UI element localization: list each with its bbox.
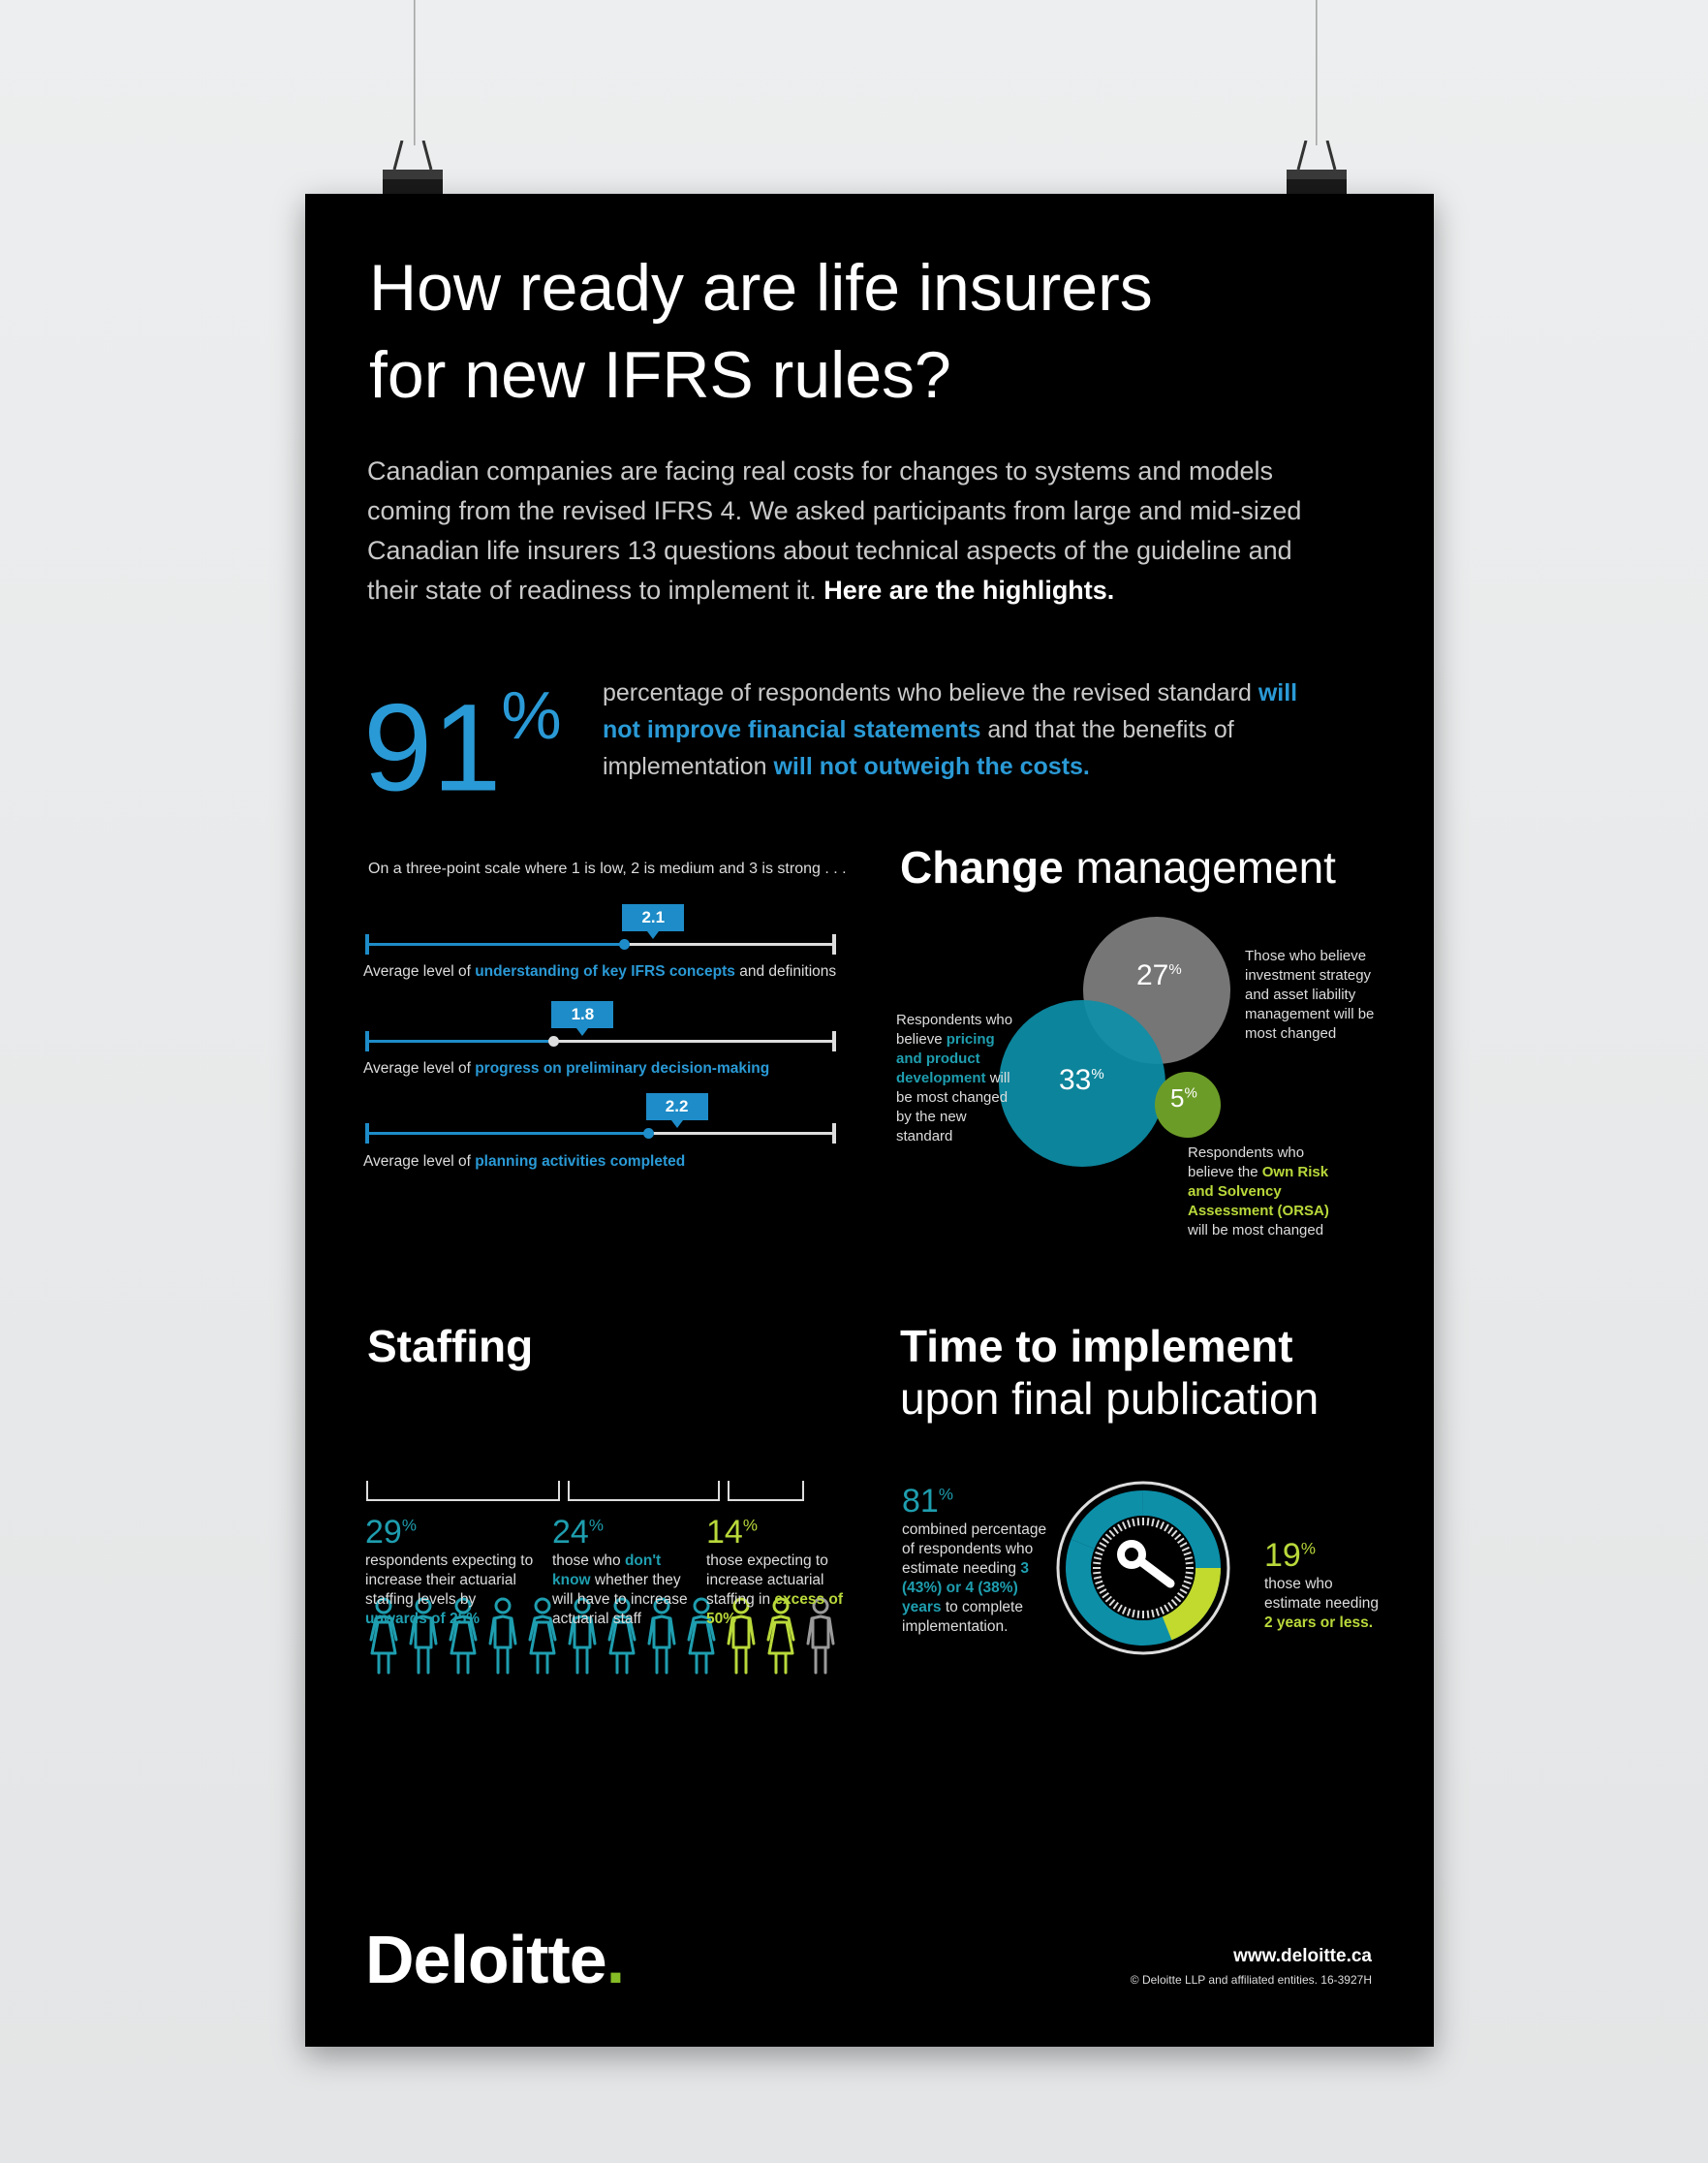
headline-stat-text [603, 674, 1300, 785]
headline-text-b: and that the benefits of implementation [603, 716, 1234, 780]
gauge-tick [1186, 1573, 1194, 1574]
staffing-stat-29: 29% respondents expecting to increase their actuarial staffing levels by upwards of 25% [365, 1514, 534, 1627]
scale-bar-label: Average level of understanding of key IFRS concepts and definitions [363, 963, 837, 980]
pricing-pct: 33% [1059, 1064, 1104, 1096]
intro-paragraph [367, 452, 1336, 611]
hanging-wire-right [1316, 0, 1318, 145]
intro-highlight: Here are the highlights. [823, 576, 1115, 605]
time-stat-81: 81% combined percentage of respondents who estimate needing 3 (43%) or 4 (38%) years to complete implementation. [902, 1483, 1047, 1635]
scale-marker [548, 1036, 559, 1047]
scale-marker [643, 1128, 654, 1139]
title-line-1: How ready are life insurers [369, 251, 1153, 325]
gauge-tick [1148, 1518, 1149, 1525]
headline-highlight-b: will not outweigh the costs. [773, 753, 1090, 780]
gauge-hub-center [1125, 1548, 1138, 1561]
scale-bubble: 2.1 [622, 904, 684, 931]
pricing-desc: Respondents who believe pricing and product development will be most changed by the new standard [896, 1012, 1013, 1144]
hanging-wire-left [414, 0, 416, 145]
staffing-title: Staffing [367, 1321, 534, 1371]
time-stat-19: 19% those who estimate needing 2 years or less. [1264, 1537, 1380, 1631]
title-line-2: for new IFRS rules? [369, 338, 951, 412]
deloitte-logo: Deloitte. [365, 1922, 625, 1997]
gauge-tick [1138, 1518, 1139, 1525]
gauge-tick [1186, 1563, 1194, 1564]
scale-bubble: 2.2 [646, 1093, 708, 1120]
investment-desc: Those who believe investment strategy and asset liability management will be most changed [1245, 948, 1375, 1042]
orsa-desc: Respondents who believe the Own Risk and Solvency Assessment (ORSA) will be most changed [1188, 1144, 1329, 1238]
infographic-poster [305, 194, 1434, 2047]
headline-stat-value [363, 657, 562, 817]
copyright-text: © Deloitte LLP and affiliated entities. 16-3927H [1130, 1973, 1372, 1987]
gauge-tick [1148, 1611, 1149, 1618]
intro-text: Canadian companies are facing real costs for changes to systems and models coming from the revised IFRS 4. We asked participants from large and mid-sized Canadian life insurers 13 questions about technical aspects of the guideline and their state of readiness to implement it. [367, 456, 1302, 605]
investment-pct: 27% [1136, 959, 1182, 991]
staffing-brackets [365, 1479, 842, 1504]
page-title [369, 244, 1338, 419]
gauge-tick [1138, 1611, 1139, 1618]
time-gauge [1053, 1478, 1233, 1658]
website-link[interactable]: www.deloitte.ca [1233, 1946, 1372, 1966]
scale-note: On a three-point scale where 1 is low, 2 is medium and 3 is strong . . . [368, 861, 847, 877]
scale-bar-track [365, 1123, 836, 1143]
staffing-stat-14: 14% those expecting to increase actuarial staffing in excess of 50% [706, 1514, 844, 1627]
headline-stat-unit: % [501, 677, 562, 753]
gauge-tick [1093, 1573, 1101, 1574]
scale-bar-label: Average level of progress on preliminary decision-making [363, 1060, 770, 1077]
scale-bar-track [365, 934, 836, 954]
orsa-pct: 5% [1170, 1083, 1197, 1113]
time-title: Time to implement upon final publication [900, 1321, 1320, 1424]
scale-bar-label: Average level of planning activities completed [363, 1153, 686, 1170]
headline-stat-number: 91 [363, 678, 502, 818]
change-management-title: Change management [900, 842, 1336, 893]
gauge-tick [1093, 1563, 1101, 1564]
staffing-stat-24: 24% those who don't know whether they will have to increase actuarial staff [552, 1514, 688, 1627]
headline-text-a: percentage of respondents who believe the revised standard [603, 679, 1252, 706]
headline-highlight-a: will not improve financial statements [603, 679, 1298, 743]
scale-marker [619, 939, 630, 950]
scale-bubble: 1.8 [551, 1001, 613, 1028]
scale-bar-track [365, 1031, 836, 1050]
